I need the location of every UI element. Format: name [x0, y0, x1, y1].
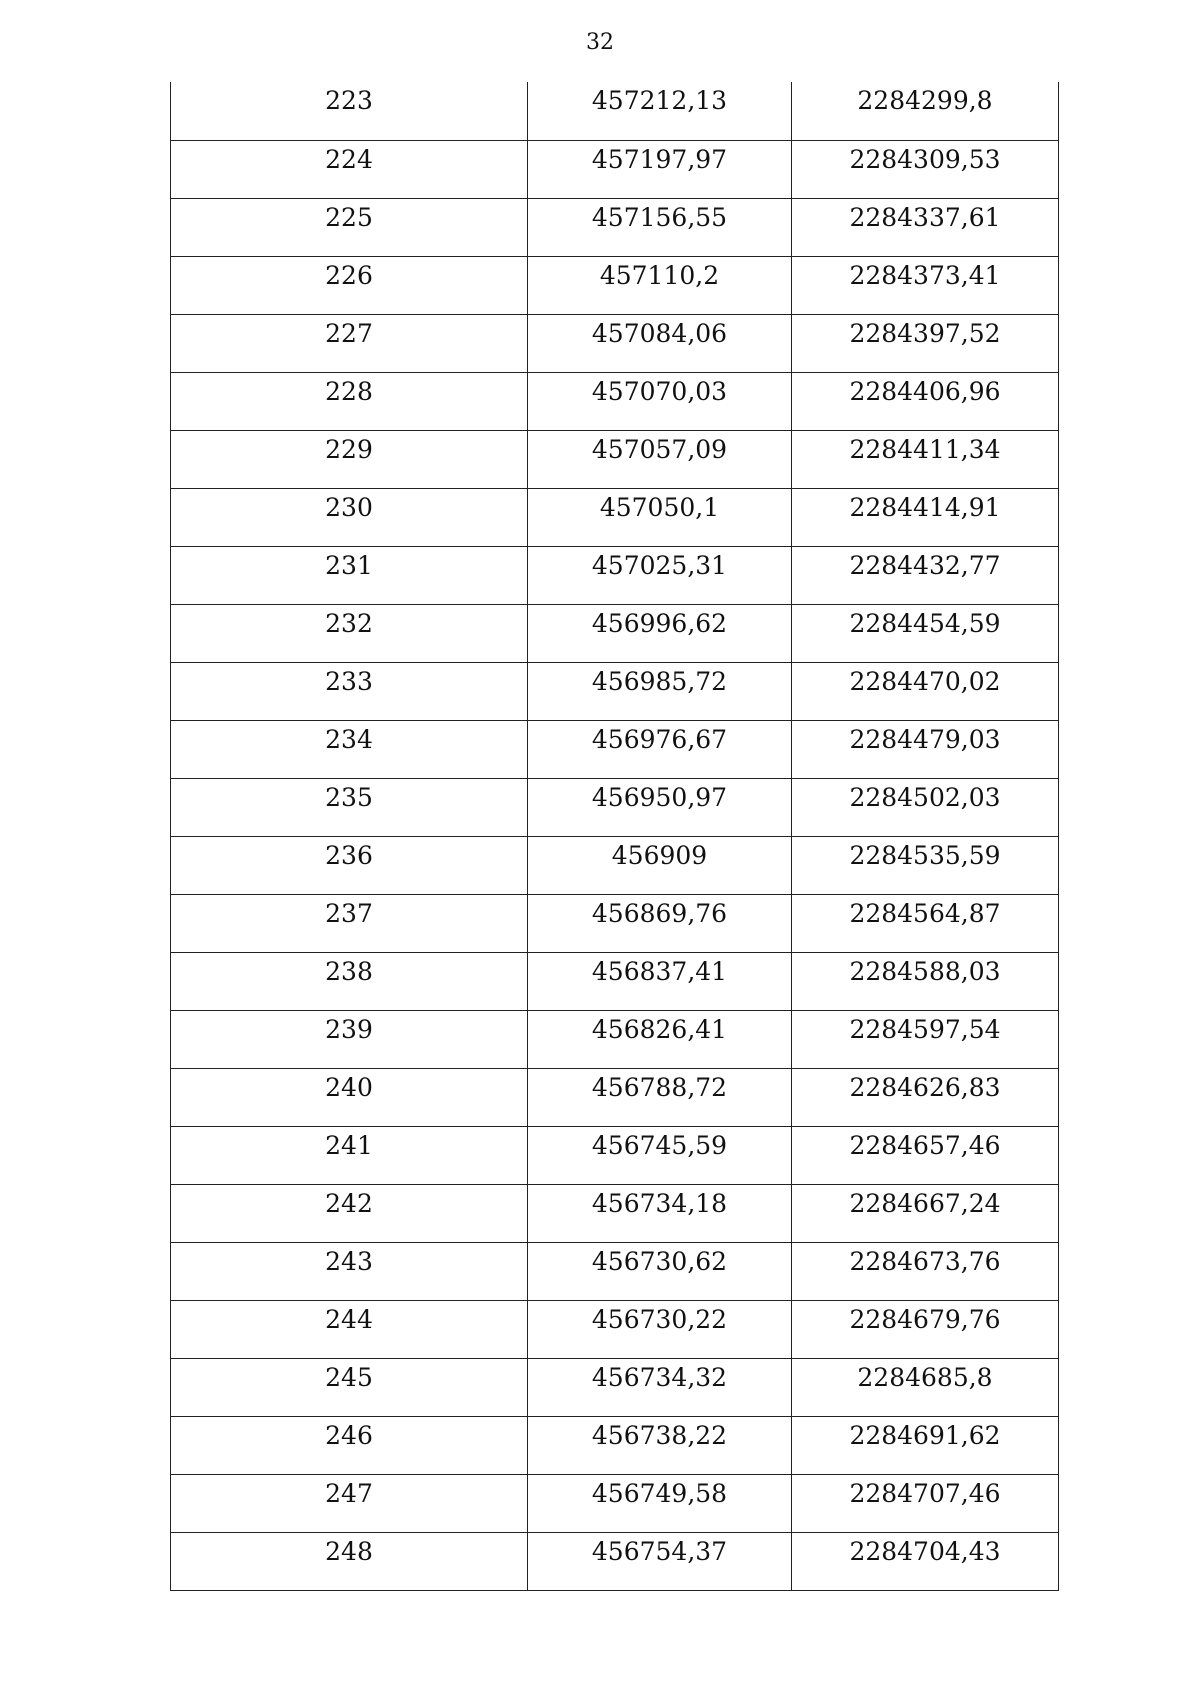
y-coordinate-cell: 2284414,91: [792, 488, 1059, 546]
x-coordinate-cell: 457212,13: [528, 82, 792, 140]
point-number-cell: 242: [171, 1184, 528, 1242]
point-number-cell: 240: [171, 1068, 528, 1126]
table-row: [171, 198, 1059, 256]
point-number-cell: 241: [171, 1126, 528, 1184]
x-coordinate-cell: 456985,72: [528, 662, 792, 720]
point-number-cell: 246: [171, 1416, 528, 1474]
y-coordinate-cell: 2284657,46: [792, 1126, 1059, 1184]
y-coordinate-cell: 2284588,03: [792, 952, 1059, 1010]
table-row: [171, 1184, 1059, 1242]
x-coordinate-cell: 456738,22: [528, 1416, 792, 1474]
table-row: [171, 488, 1059, 546]
x-coordinate-cell: 457110,2: [528, 256, 792, 314]
table-row: [171, 836, 1059, 894]
x-coordinate-cell: 456826,41: [528, 1010, 792, 1068]
y-coordinate-cell: 2284309,53: [792, 140, 1059, 198]
point-number-cell: 237: [171, 894, 528, 952]
table-row: [171, 1126, 1059, 1184]
y-coordinate-cell: 2284479,03: [792, 720, 1059, 778]
coordinates-table-body: [171, 82, 1059, 1590]
x-coordinate-cell: 456909: [528, 836, 792, 894]
x-coordinate-cell: 456734,32: [528, 1358, 792, 1416]
point-number-cell: 227: [171, 314, 528, 372]
point-number-cell: 232: [171, 604, 528, 662]
y-coordinate-cell: 2284597,54: [792, 1010, 1059, 1068]
x-coordinate-cell: 456950,97: [528, 778, 792, 836]
y-coordinate-cell: 2284432,77: [792, 546, 1059, 604]
table-row: [171, 720, 1059, 778]
y-coordinate-cell: 2284626,83: [792, 1068, 1059, 1126]
x-coordinate-cell: 457050,1: [528, 488, 792, 546]
table-row: [171, 1532, 1059, 1590]
table-row: [171, 82, 1059, 140]
point-number-cell: 247: [171, 1474, 528, 1532]
table-row: [171, 604, 1059, 662]
x-coordinate-cell: 457156,55: [528, 198, 792, 256]
x-coordinate-cell: 456754,37: [528, 1532, 792, 1590]
x-coordinate-cell: 456730,22: [528, 1300, 792, 1358]
table-row: [171, 894, 1059, 952]
x-coordinate-cell: 457025,31: [528, 546, 792, 604]
y-coordinate-cell: 2284673,76: [792, 1242, 1059, 1300]
table-row: [171, 372, 1059, 430]
y-coordinate-cell: 2284535,59: [792, 836, 1059, 894]
point-number-cell: 229: [171, 430, 528, 488]
table-row: [171, 1474, 1059, 1532]
point-number-cell: 238: [171, 952, 528, 1010]
y-coordinate-cell: 2284454,59: [792, 604, 1059, 662]
y-coordinate-cell: 2284470,02: [792, 662, 1059, 720]
y-coordinate-cell: 2284299,8: [792, 82, 1059, 140]
table-row: [171, 1068, 1059, 1126]
y-coordinate-cell: 2284679,76: [792, 1300, 1059, 1358]
x-coordinate-cell: 457070,03: [528, 372, 792, 430]
y-coordinate-cell: 2284397,52: [792, 314, 1059, 372]
coordinates-table: [170, 82, 1059, 1591]
table-row: [171, 1358, 1059, 1416]
page-number: 32: [586, 30, 614, 55]
table-row: [171, 140, 1059, 198]
y-coordinate-cell: 2284564,87: [792, 894, 1059, 952]
y-coordinate-cell: 2284707,46: [792, 1474, 1059, 1532]
x-coordinate-cell: 457197,97: [528, 140, 792, 198]
point-number-cell: 225: [171, 198, 528, 256]
point-number-cell: 233: [171, 662, 528, 720]
point-number-cell: 231: [171, 546, 528, 604]
point-number-cell: 235: [171, 778, 528, 836]
table-row: [171, 1416, 1059, 1474]
x-coordinate-cell: 457084,06: [528, 314, 792, 372]
x-coordinate-cell: 456788,72: [528, 1068, 792, 1126]
point-number-cell: 248: [171, 1532, 528, 1590]
table-row: [171, 1010, 1059, 1068]
point-number-cell: 234: [171, 720, 528, 778]
table-row: [171, 430, 1059, 488]
x-coordinate-cell: 456730,62: [528, 1242, 792, 1300]
table-row: [171, 778, 1059, 836]
point-number-cell: 239: [171, 1010, 528, 1068]
table-row: [171, 256, 1059, 314]
y-coordinate-cell: 2284685,8: [792, 1358, 1059, 1416]
y-coordinate-cell: 2284411,34: [792, 430, 1059, 488]
y-coordinate-cell: 2284667,24: [792, 1184, 1059, 1242]
y-coordinate-cell: 2284373,41: [792, 256, 1059, 314]
x-coordinate-cell: 456869,76: [528, 894, 792, 952]
x-coordinate-cell: 456996,62: [528, 604, 792, 662]
y-coordinate-cell: 2284704,43: [792, 1532, 1059, 1590]
table-row: [171, 662, 1059, 720]
table-row: [171, 1300, 1059, 1358]
x-coordinate-cell: 456734,18: [528, 1184, 792, 1242]
point-number-cell: 228: [171, 372, 528, 430]
y-coordinate-cell: 2284502,03: [792, 778, 1059, 836]
y-coordinate-cell: 2284337,61: [792, 198, 1059, 256]
point-number-cell: 230: [171, 488, 528, 546]
x-coordinate-cell: 456745,59: [528, 1126, 792, 1184]
point-number-cell: 245: [171, 1358, 528, 1416]
y-coordinate-cell: 2284406,96: [792, 372, 1059, 430]
table-row: [171, 1242, 1059, 1300]
point-number-cell: 236: [171, 836, 528, 894]
point-number-cell: 244: [171, 1300, 528, 1358]
y-coordinate-cell: 2284691,62: [792, 1416, 1059, 1474]
point-number-cell: 243: [171, 1242, 528, 1300]
point-number-cell: 223: [171, 82, 528, 140]
x-coordinate-cell: 457057,09: [528, 430, 792, 488]
table-row: [171, 546, 1059, 604]
table-row: [171, 952, 1059, 1010]
point-number-cell: 224: [171, 140, 528, 198]
x-coordinate-cell: 456976,67: [528, 720, 792, 778]
table-row: [171, 314, 1059, 372]
x-coordinate-cell: 456837,41: [528, 952, 792, 1010]
x-coordinate-cell: 456749,58: [528, 1474, 792, 1532]
point-number-cell: 226: [171, 256, 528, 314]
